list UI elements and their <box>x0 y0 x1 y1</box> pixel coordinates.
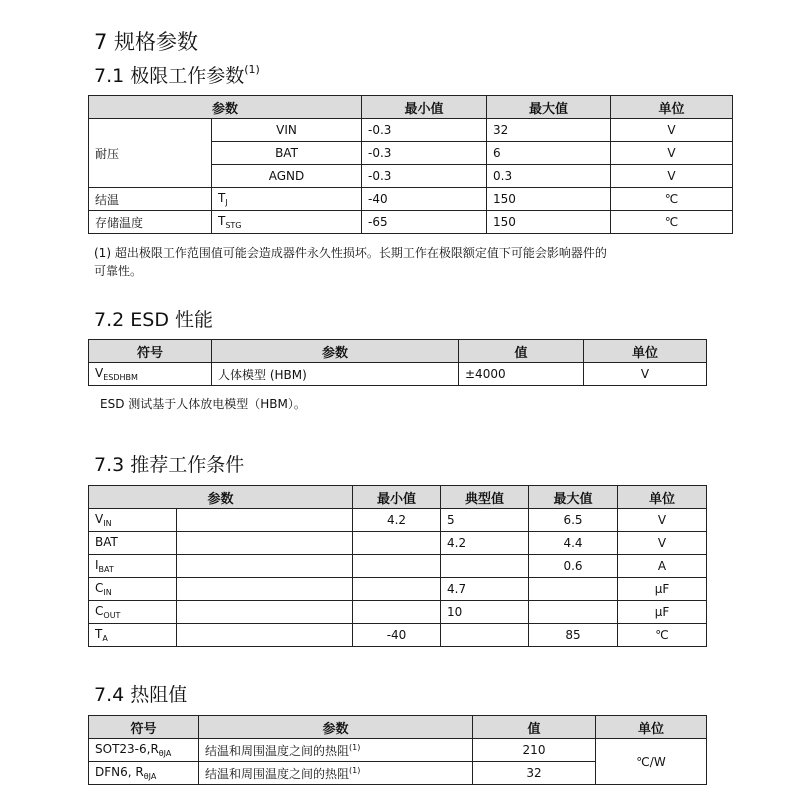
cell-name: 存储温度 <box>89 211 212 234</box>
cell-symbol <box>89 601 177 624</box>
table-row <box>89 624 707 647</box>
table-row <box>89 532 707 555</box>
cell-unit: V <box>584 363 707 386</box>
table-row <box>89 739 707 762</box>
table-row <box>89 211 733 234</box>
group-label: 耐压 <box>89 119 212 188</box>
heading-7-1-footnote-mark: (1) <box>244 63 260 76</box>
cell-symbol: VIN <box>212 119 362 142</box>
cell-unit: ℃ <box>611 211 733 234</box>
cell-unit: V <box>611 142 733 165</box>
col-header-symbol: 符号 <box>89 340 212 363</box>
cell-value: 210 <box>473 739 596 762</box>
param-text: 结温和周围温度之间的热阻 <box>205 743 350 758</box>
cell-unit: V <box>611 165 733 188</box>
cell-typ <box>441 555 529 578</box>
cell-param <box>199 762 473 785</box>
cell-typ <box>441 624 529 647</box>
absolute-max-table <box>88 95 733 234</box>
cell-blank <box>177 532 353 555</box>
cell-max: 6 <box>487 142 611 165</box>
col-header-max: 最大值 <box>529 486 618 509</box>
cell-min <box>353 578 441 601</box>
symbol-main: V <box>95 512 104 526</box>
esd-table <box>88 339 707 386</box>
symbol-subscript: J <box>225 198 228 207</box>
symbol-subscript: STG <box>225 221 242 230</box>
heading-7-4: 7.4 热阻值 <box>94 684 188 706</box>
cell-typ: 5 <box>441 509 529 532</box>
cell-min: 4.2 <box>353 509 441 532</box>
symbol-main: V <box>95 366 104 380</box>
cell-min <box>353 601 441 624</box>
cell-unit: ℃/W <box>596 739 707 785</box>
cell-min: -40 <box>353 624 441 647</box>
symbol-main: DFN6, R <box>95 765 144 779</box>
table-row <box>89 601 707 624</box>
cell-min: -0.3 <box>362 142 487 165</box>
col-header-unit: 单位 <box>584 340 707 363</box>
symbol-subscript: θJA <box>158 749 172 758</box>
cell-typ: 4.2 <box>441 532 529 555</box>
table-row <box>89 555 707 578</box>
table-header-row <box>89 486 707 509</box>
table-header-row <box>89 340 707 363</box>
cell-symbol <box>89 624 177 647</box>
cell-unit: ℃ <box>611 188 733 211</box>
col-header-value: 值 <box>459 340 584 363</box>
cell-symbol <box>89 739 199 762</box>
cell-unit: μF <box>618 578 707 601</box>
symbol-subscript: IN <box>103 519 112 528</box>
cell-typ: 10 <box>441 601 529 624</box>
cell-symbol <box>89 509 177 532</box>
heading-7-1-text: 7.1 极限工作参数 <box>94 65 245 87</box>
cell-max: 85 <box>529 624 618 647</box>
col-header-value: 值 <box>473 716 596 739</box>
cell-min <box>353 555 441 578</box>
cell-value: 32 <box>473 762 596 785</box>
cell-max: 0.6 <box>529 555 618 578</box>
table-row <box>89 363 707 386</box>
symbol-subscript: IN <box>103 588 112 597</box>
symbol-subscript: BAT <box>98 565 114 574</box>
cell-blank <box>177 555 353 578</box>
cell-max: 0.3 <box>487 165 611 188</box>
thermal-resistance-table <box>88 715 707 785</box>
col-header-unit: 单位 <box>618 486 707 509</box>
table-header-row <box>89 716 707 739</box>
cell-blank <box>177 578 353 601</box>
symbol-main: C <box>95 581 104 595</box>
cell-name: 结温 <box>89 188 212 211</box>
cell-min: -0.3 <box>362 165 487 188</box>
table-row <box>89 188 733 211</box>
cell-blank <box>177 509 353 532</box>
cell-max <box>529 578 618 601</box>
cell-typ: 4.7 <box>441 578 529 601</box>
param-footnote-mark: (1) <box>349 765 361 775</box>
symbol-main: T <box>218 214 226 228</box>
col-header-param: 参数 <box>89 486 353 509</box>
col-header-max: 最大值 <box>487 96 611 119</box>
symbol-main: SOT23-6,R <box>95 742 159 756</box>
symbol-subscript: ESDHBM <box>103 373 138 382</box>
cell-symbol: BAT <box>212 142 362 165</box>
symbol-main: I <box>95 558 99 572</box>
cell-symbol <box>212 211 362 234</box>
cell-max <box>529 601 618 624</box>
col-header-param: 参数 <box>199 716 473 739</box>
cell-max: 150 <box>487 188 611 211</box>
symbol-main: T <box>218 191 226 205</box>
footnote-7-1 <box>94 244 607 280</box>
cell-min: -40 <box>362 188 487 211</box>
heading-7-2: 7.2 ESD 性能 <box>94 309 213 331</box>
cell-unit: μF <box>618 601 707 624</box>
col-header-param: 参数 <box>212 340 459 363</box>
heading-7-1 <box>94 61 260 88</box>
cell-symbol: AGND <box>212 165 362 188</box>
cell-min: -65 <box>362 211 487 234</box>
heading-7-3: 7.3 推荐工作条件 <box>94 454 245 476</box>
cell-unit: V <box>618 509 707 532</box>
col-header-min: 最小值 <box>362 96 487 119</box>
cell-unit: V <box>618 532 707 555</box>
table-header-row <box>89 96 733 119</box>
cell-symbol <box>89 532 177 555</box>
cell-max: 6.5 <box>529 509 618 532</box>
symbol-subscript: θJA <box>143 772 157 781</box>
footnote-line-2: 可靠性。 <box>94 264 143 278</box>
cell-symbol <box>89 578 177 601</box>
recommended-conditions-table <box>88 485 707 647</box>
symbol-main: T <box>95 627 103 641</box>
col-header-min: 最小值 <box>353 486 441 509</box>
col-header-unit: 单位 <box>596 716 707 739</box>
table-row <box>89 509 707 532</box>
cell-symbol <box>89 555 177 578</box>
param-text: 结温和周围温度之间的热阻 <box>205 766 350 781</box>
cell-min <box>353 532 441 555</box>
cell-param: 人体模型 (HBM) <box>212 363 459 386</box>
cell-blank <box>177 624 353 647</box>
table-row <box>89 119 733 142</box>
cell-unit: V <box>611 119 733 142</box>
cell-param <box>199 739 473 762</box>
cell-value: ±4000 <box>459 363 584 386</box>
col-header-unit: 单位 <box>611 96 733 119</box>
param-footnote-mark: (1) <box>349 742 361 752</box>
symbol-main: C <box>95 604 104 618</box>
cell-symbol <box>212 188 362 211</box>
col-header-typ: 典型值 <box>441 486 529 509</box>
cell-symbol <box>89 363 212 386</box>
col-header-param: 参数 <box>89 96 362 119</box>
cell-max: 32 <box>487 119 611 142</box>
table-row <box>89 578 707 601</box>
cell-symbol <box>89 762 199 785</box>
col-header-symbol: 符号 <box>89 716 199 739</box>
cell-blank <box>177 601 353 624</box>
esd-note: ESD 测试基于人体放电模型（HBM）。 <box>100 397 306 411</box>
symbol-subscript: A <box>102 634 108 643</box>
cell-unit: ℃ <box>618 624 707 647</box>
cell-max: 4.4 <box>529 532 618 555</box>
footnote-line-1: (1) 超出极限工作范围值可能会造成器件永久性损坏。长期工作在极限额定值下可能会影响器件的 <box>94 246 607 260</box>
cell-min: -0.3 <box>362 119 487 142</box>
cell-max: 150 <box>487 211 611 234</box>
symbol-main: BAT <box>95 535 118 549</box>
cell-unit: A <box>618 555 707 578</box>
symbol-subscript: OUT <box>103 611 121 620</box>
section-title: 7 规格参数 <box>94 30 199 54</box>
